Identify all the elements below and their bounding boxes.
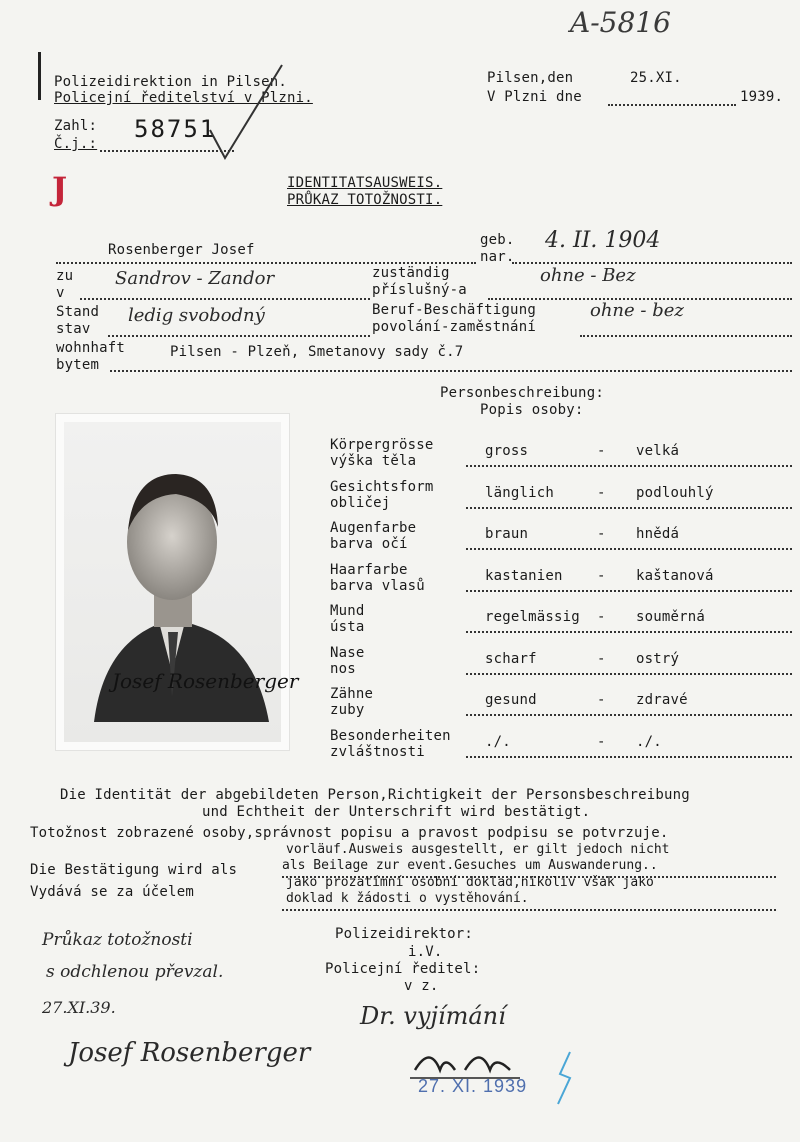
description-dots <box>466 590 792 592</box>
purpose-line-2: als Beilage zur event.Gesuches um Auswanderung.. <box>282 858 658 873</box>
description-dash: - <box>597 485 606 501</box>
description-label-cz: zuby <box>330 702 365 718</box>
description-label-de: Augenfarbe <box>330 520 417 536</box>
description-label-cz: zvláštnosti <box>330 744 425 760</box>
description-value-cz: velká <box>636 443 680 459</box>
wohnhaft-label-de: wohnhaft <box>56 340 126 356</box>
zahl-label-de: Zahl: <box>54 118 98 134</box>
portrait-image <box>64 422 281 742</box>
confirmation-cz: Totožnost zobrazené osoby,správnost popisu a pravost podpisu se potvrzuje. <box>30 825 669 841</box>
description-value-cz: ostrý <box>636 651 680 667</box>
zustandig-label-de: zuständig <box>372 265 450 281</box>
purpose-dots-2 <box>282 909 776 911</box>
description-dash: - <box>597 692 606 708</box>
description-value-cz: kaštanová <box>636 568 714 584</box>
birthplace-dots <box>80 298 370 300</box>
confirmation-de-1: Die Identität der abgebildeten Person,Richtigkeit der Personsbeschreibung <box>60 787 690 803</box>
residence: Pilsen - Plzeň, Smetanovy sady č.7 <box>170 344 464 360</box>
zu-label-cz: v <box>56 285 65 301</box>
description-dash: - <box>597 568 606 584</box>
description-dots <box>466 756 792 758</box>
director-title-cz: Policejní ředitel: <box>325 961 481 977</box>
description-label-de: Gesichtsform <box>330 479 434 495</box>
description-label-de: Haarfarbe <box>330 562 408 578</box>
description-dash: - <box>597 609 606 625</box>
zustandig-label-cz: příslušný-a <box>372 282 467 298</box>
stand-label-cz: stav <box>56 321 91 337</box>
director-iv: i.V. <box>408 944 443 960</box>
archive-number: A-5816 <box>570 6 671 39</box>
zu-label-de: zu <box>56 268 74 284</box>
description-dash: - <box>597 443 606 459</box>
description-dots <box>466 548 792 550</box>
receipt-date: 27.XI.39. <box>42 998 116 1017</box>
director-initials <box>410 1040 530 1080</box>
date-day: 25.XI. <box>630 70 682 86</box>
description-dots <box>466 673 792 675</box>
description-label-cz: obličej <box>330 495 391 511</box>
geb-label-de: geb. <box>480 232 515 248</box>
description-label-cz: výška těla <box>330 453 417 469</box>
photo-signature: Josef Rosenberger <box>112 669 299 693</box>
portrait-photo <box>55 413 299 751</box>
description-value-de: kastanien <box>485 568 563 584</box>
description-label-cz: nos <box>330 661 356 677</box>
description-label-cz: barva očí <box>330 536 408 552</box>
domicile: ohne - Bez <box>540 265 636 286</box>
authority-de: Polizeidirektion in Pilsen. <box>54 74 287 90</box>
director-signature: Dr. vyjímání <box>360 1002 506 1030</box>
description-dots <box>466 465 792 467</box>
description-label-de: Besonderheiten <box>330 728 451 744</box>
check-mark <box>200 60 290 170</box>
name-dots <box>56 262 476 264</box>
description-label-de: Nase <box>330 645 365 661</box>
status-dots <box>108 335 370 337</box>
receipt-line-1: Průkaz totožnosti <box>42 930 193 950</box>
place-date-cz: V Plzni dne <box>487 89 582 105</box>
purpose-label-cz: Vydává se za účelem <box>30 884 194 900</box>
description-dots <box>466 714 792 716</box>
description-value-cz: hnědá <box>636 526 680 542</box>
purpose-line-4: doklad k žádosti o vystěhování. <box>286 891 529 906</box>
description-title-cz: Popis osoby: <box>480 402 584 418</box>
place-date-de: Pilsen,den <box>487 70 574 86</box>
description-label-cz: barva vlasů <box>330 578 425 594</box>
description-value-cz: zdravé <box>636 692 688 708</box>
description-dash: - <box>597 526 606 542</box>
blue-initial-mark <box>552 1048 578 1108</box>
beruf-label-cz: povolání-zaměstnání <box>372 319 536 335</box>
purpose-line-3: jako prozatímní osobní doklad,nikoliv však jako <box>286 875 654 890</box>
description-value-cz: podlouhlý <box>636 485 714 501</box>
title-de: IDENTITATSAUSWEIS. <box>287 175 443 191</box>
title-cz: PRŮKAZ TOTOŽNOSTI. <box>287 192 443 208</box>
stand-label-de: Stand <box>56 304 100 320</box>
birth-date: 4. II. 1904 <box>545 228 661 253</box>
status: ledig svobodný <box>128 305 265 326</box>
occupation-dots <box>580 335 792 337</box>
description-dash: - <box>597 651 606 667</box>
occupation: ohne - bez <box>590 300 684 321</box>
name-value: Rosenberger Josef <box>108 242 255 258</box>
birth-dots <box>512 262 792 264</box>
file-number: 58751 <box>134 115 217 143</box>
description-label-de: Zähne <box>330 686 374 702</box>
date-dots <box>608 104 736 106</box>
authority-cz: Policejní ředitelství v Plzni. <box>54 90 313 106</box>
description-value-cz: souměrná <box>636 609 706 625</box>
description-value-de: braun <box>485 526 529 542</box>
date-year: 1939. <box>740 89 784 105</box>
description-value-de: regelmässig <box>485 609 580 625</box>
director-title-de: Polizeidirektor: <box>335 926 474 942</box>
description-value-de: ./. <box>485 734 511 750</box>
description-title-de: Personbeschreibung: <box>440 385 604 401</box>
residence-dots <box>110 370 792 372</box>
description-value-de: scharf <box>485 651 537 667</box>
stamp-date: 27. XI. 1939 <box>418 1076 528 1096</box>
description-value-de: gross <box>485 443 529 459</box>
confirmation-de-2: und Echtheit der Unterschrift wird bestätigt. <box>202 804 591 820</box>
description-dots <box>466 507 792 509</box>
receipt-signature: Josef Rosenberger <box>68 1038 311 1068</box>
wohnhaft-label-cz: bytem <box>56 357 100 373</box>
birthplace: Sandrov - Zandor <box>115 268 275 289</box>
description-value-cz: ./. <box>636 734 662 750</box>
geb-label-cz: nar. <box>480 249 515 265</box>
beruf-label-de: Beruf-Beschäftigung <box>372 302 536 318</box>
description-label-de: Körpergrösse <box>330 437 434 453</box>
director-vz: v z. <box>404 978 439 994</box>
description-label-cz: ústa <box>330 619 365 635</box>
description-label-de: Mund <box>330 603 365 619</box>
receipt-line-2: s odchlenou převzal. <box>46 962 224 982</box>
purpose-label-de: Die Bestätigung wird als <box>30 862 238 878</box>
description-dash: - <box>597 734 606 750</box>
margin-mark <box>38 52 41 100</box>
description-dots <box>466 631 792 633</box>
purpose-line-1: vorläuf.Ausweis ausgestellt, er gilt jedoch nicht <box>286 842 670 857</box>
description-value-de: gesund <box>485 692 537 708</box>
j-mark: J <box>52 170 68 208</box>
description-value-de: länglich <box>485 485 555 501</box>
zahl-label-cz: Č.j.: <box>54 136 98 152</box>
